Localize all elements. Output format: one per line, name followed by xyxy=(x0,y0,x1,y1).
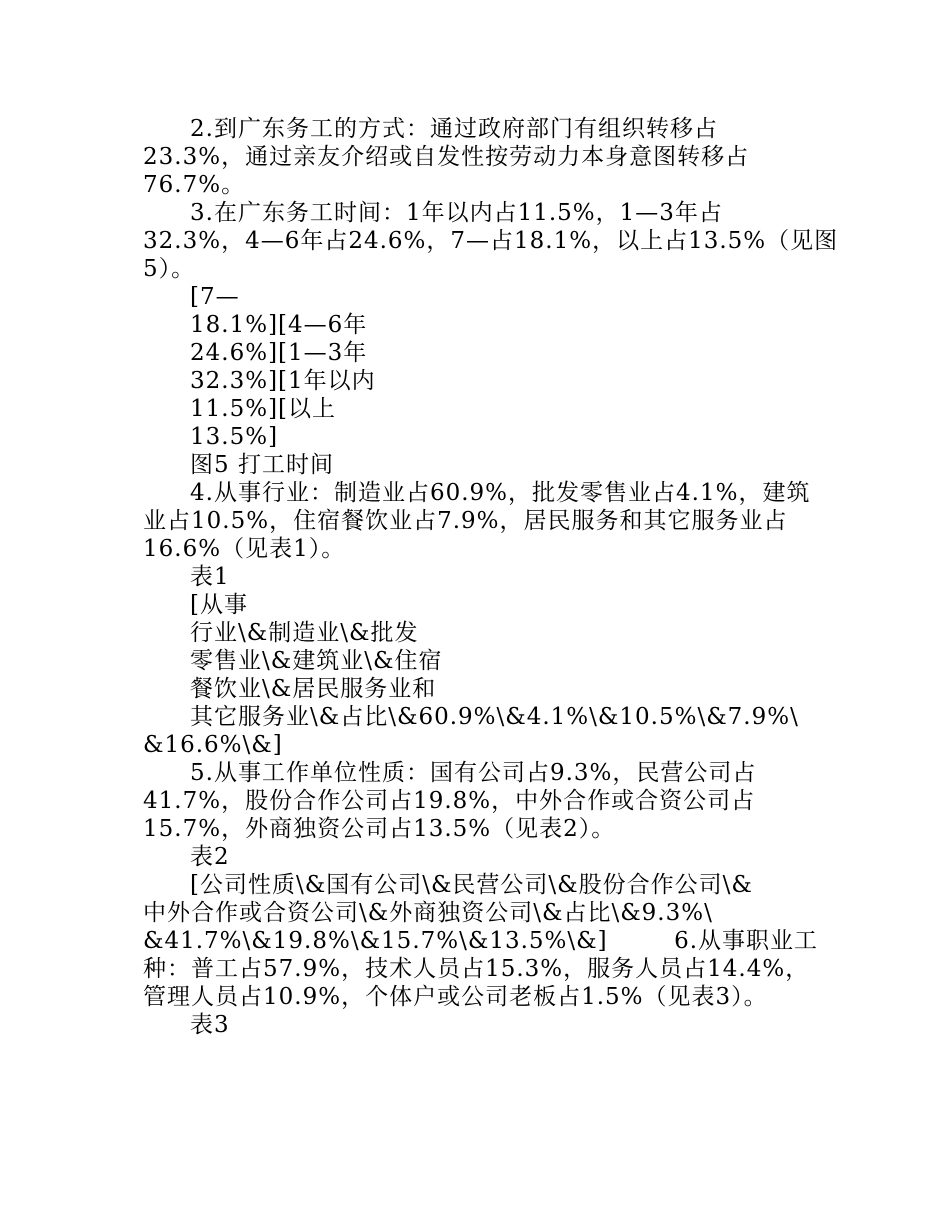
table-caption: 表1 xyxy=(190,564,230,590)
figure-data-line: [7— xyxy=(190,284,240,310)
paragraph-line: 种：普工占57.9%，技术人员占15.3%，服务人员占14.4%， xyxy=(143,956,810,982)
figure-data-line: 13.5%] xyxy=(190,424,279,450)
paragraph-line: 5）。 xyxy=(143,256,196,282)
figure-data-line: 18.1%][4—6年 xyxy=(190,312,368,338)
figure-data-line: 24.6%][1—3年 xyxy=(190,340,368,366)
paragraph-line: 16.6%（见表1）。 xyxy=(143,536,346,562)
paragraph-line: 32.3%，4—6年占24.6%，7—占18.1%，以上占13.5%（见图 xyxy=(143,228,839,254)
paragraph-line: 23.3%，通过亲友介绍或自发性按劳动力本身意图转移占 xyxy=(143,144,750,170)
table-data-line: &16.6%\&] xyxy=(143,732,283,758)
table-data-line: [公司性质\&国有公司\&民营公司\&股份合作公司\& xyxy=(190,872,753,898)
table-data-line: 零售业\&建筑业\&住宿 xyxy=(190,648,443,674)
table-data-line: [从事 xyxy=(190,592,248,618)
paragraph-line: 76.7%。 xyxy=(143,172,246,198)
paragraph-line: 管理人员占10.9%，个体户或公司老板占1.5%（见表3）。 xyxy=(143,984,768,1010)
figure-data-line: 32.3%][1年以内 xyxy=(190,368,376,394)
paragraph-line: 41.7%，股份合作公司占19.8%，中外合作或合资公司占 xyxy=(143,788,756,814)
paragraph-line: 15.7%，外商独资公司占13.5%（见表2）。 xyxy=(143,816,616,842)
table-data-line: &41.7%\&19.8%\&15.7%\&13.5%\&] 6.从事职业工 xyxy=(143,928,819,954)
table-caption: 表2 xyxy=(190,844,230,870)
paragraph-line: 2.到广东务工的方式：通过政府部门有组织转移占 xyxy=(190,116,718,142)
paragraph-line: 业占10.5%，住宿餐饮业占7.9%，居民服务和其它服务业占 xyxy=(143,508,788,534)
table-data-line: 餐饮业\&居民服务业和 xyxy=(190,676,437,702)
figure-data-line: 11.5%][以上 xyxy=(190,396,337,422)
paragraph-line: 3.在广东务工时间：1年以内占11.5%，1—3年占 xyxy=(190,200,723,226)
table-data-line: 中外合作或合资公司\&外商独资公司\&占比\&9.3%\ xyxy=(143,900,713,926)
table-data-line: 行业\&制造业\&批发 xyxy=(190,620,419,646)
figure-caption: 图5 打工时间 xyxy=(190,452,334,478)
paragraph-line: 5.从事工作单位性质：国有公司占9.3%，民营公司占 xyxy=(190,760,757,786)
table-data-line: 其它服务业\&占比\&60.9%\&4.1%\&10.5%\&7.9%\ xyxy=(190,704,799,730)
paragraph-line: 4.从事行业：制造业占60.9%，批发零售业占4.1%，建筑 xyxy=(190,480,811,506)
table-caption: 表3 xyxy=(190,1012,230,1038)
